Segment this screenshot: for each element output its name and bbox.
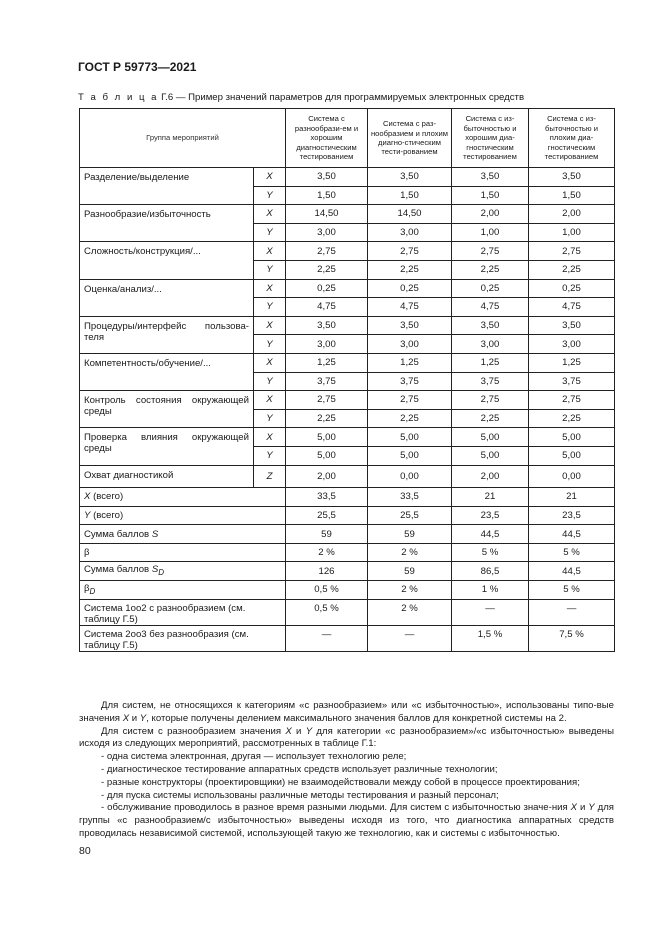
value-cell: 2,75	[286, 391, 368, 410]
summary-row	[80, 562, 615, 581]
value-cell: 44,5	[452, 525, 529, 544]
column-header: Система с разнообрази-ем и хорошим диагностическим тестированием	[286, 109, 368, 168]
value-cell: 5,00	[368, 428, 452, 447]
value-cell: 23,5	[529, 506, 615, 525]
symbol-s: S	[151, 564, 159, 576]
value-cell: 59	[286, 525, 368, 544]
value-cell: 44,5	[529, 525, 615, 544]
value-cell: 2,75	[286, 242, 368, 261]
axis-label: X	[254, 316, 286, 335]
value-cell: 3,00	[286, 335, 368, 354]
value-cell: 33,5	[368, 488, 452, 507]
group-name: Компетентность/обучение/...	[80, 353, 254, 390]
value-cell: 2,00	[286, 465, 368, 488]
value-cell: 3,50	[368, 316, 452, 335]
summary-label: Система 1оо2 с разнообразием (см. таблицу Г.5)	[80, 599, 286, 625]
value-cell: 3,00	[452, 335, 529, 354]
note-paragraph: Для систем с разнообразием значения X и Y для категории «с разнообразием»/«с избыточностью» выведены исходя из следующих мероприятий, рассмотренных в таблице Г.1:	[79, 725, 614, 750]
axis-label: X	[254, 279, 286, 298]
axis-label: X	[254, 205, 286, 224]
value-cell: 1,25	[452, 353, 529, 372]
table-row	[80, 353, 615, 372]
value-cell: 2,75	[368, 242, 452, 261]
value-cell: 25,5	[286, 506, 368, 525]
value-cell: —	[452, 599, 529, 625]
value-cell: 0,25	[452, 279, 529, 298]
value-cell: 5,00	[286, 446, 368, 465]
value-cell: 3,50	[452, 168, 529, 187]
axis-label: Y	[254, 409, 286, 428]
value-cell: 5,00	[529, 428, 615, 447]
axis-label: Y	[254, 335, 286, 354]
summary-label: Сумма баллов S	[80, 525, 286, 544]
value-cell: 1,25	[368, 353, 452, 372]
group-name: Охват диагностикой	[80, 465, 254, 488]
summary-label: $\beta_D$	[80, 581, 286, 600]
table-caption	[78, 92, 524, 103]
note-list-item: - разные конструкторы (проектировщики) не взаимодействовали между собой в процессе проектирования;	[101, 776, 580, 788]
value-cell: 0,25	[529, 279, 615, 298]
value-cell: 2,25	[368, 260, 452, 279]
value-cell: 3,75	[368, 372, 452, 391]
value-cell: 3,00	[286, 223, 368, 242]
column-header: Система с из-быточностью и хорошим диа-гностическим тестированием	[452, 109, 529, 168]
value-cell: 2 %	[368, 543, 452, 562]
value-cell: 7,5 %	[529, 625, 615, 651]
value-cell: 2,00	[529, 205, 615, 224]
value-cell: 2,25	[529, 409, 615, 428]
value-cell: 1,50	[286, 186, 368, 205]
value-cell: 5,00	[368, 446, 452, 465]
summary-label: X (всего)	[80, 488, 286, 507]
document-id: ГОСТ Р 59773—2021	[78, 60, 197, 74]
parameters-table	[79, 108, 615, 652]
group-name: Контроль состояния окружающей среды	[80, 391, 254, 428]
value-cell: 21	[452, 488, 529, 507]
value-cell: 2,00	[452, 465, 529, 488]
value-cell: 0,25	[286, 279, 368, 298]
value-cell: 4,75	[529, 298, 615, 317]
value-cell: 5,00	[529, 446, 615, 465]
note-axis-x: X	[570, 802, 578, 814]
value-cell: 2,75	[529, 242, 615, 261]
axis-symbol: Y	[84, 509, 91, 521]
value-cell: 3,50	[286, 168, 368, 187]
value-cell: 2,75	[368, 391, 452, 410]
value-cell: 0,5 %	[286, 599, 368, 625]
table-header-row	[80, 109, 615, 168]
value-cell: 5 %	[529, 543, 615, 562]
value-cell: 5,00	[452, 446, 529, 465]
table-row	[80, 316, 615, 335]
value-cell: 1,00	[529, 223, 615, 242]
value-cell: 2,25	[452, 260, 529, 279]
value-cell: 1,25	[529, 353, 615, 372]
value-cell: 0,00	[529, 465, 615, 488]
value-cell: 1,50	[368, 186, 452, 205]
column-header: Система с из-быточностью и плохим диа-гностическим тестированием	[529, 109, 615, 168]
value-cell: 3,00	[368, 335, 452, 354]
symbol-s: S	[151, 528, 159, 540]
value-cell: 0,25	[368, 279, 452, 298]
subscript-d: D	[89, 586, 96, 596]
value-cell: 3,50	[529, 168, 615, 187]
value-cell: 3,00	[368, 223, 452, 242]
value-cell: 3,50	[286, 316, 368, 335]
value-cell: 2,00	[452, 205, 529, 224]
value-cell: 5,00	[286, 428, 368, 447]
value-cell: 59	[368, 525, 452, 544]
note-axis-y: Y	[305, 725, 313, 737]
group-name: Процедуры/интерфейс пользова-теля	[80, 316, 254, 353]
value-cell: 2,75	[452, 242, 529, 261]
value-cell: 21	[529, 488, 615, 507]
value-cell: 3,75	[286, 372, 368, 391]
axis-label: Y	[254, 186, 286, 205]
value-cell: 2,25	[452, 409, 529, 428]
value-cell: 2,75	[529, 391, 615, 410]
value-cell: 59	[368, 562, 452, 581]
axis-label: Y	[254, 446, 286, 465]
value-cell: 44,5	[529, 562, 615, 581]
group-name: Разнообразие/избыточность	[80, 205, 254, 242]
value-cell: 5 %	[529, 581, 615, 600]
summary-label: β	[80, 543, 286, 562]
group-name: Разделение/выделение	[80, 168, 254, 205]
table-row	[80, 242, 615, 261]
note-axis-x: X	[122, 712, 130, 724]
group-name: Оценка/анализ/...	[80, 279, 254, 316]
summary-row	[80, 581, 615, 600]
summary-row	[80, 506, 615, 525]
axis-label: Y	[254, 372, 286, 391]
value-cell: 1,50	[529, 186, 615, 205]
table-row	[80, 428, 615, 447]
summary-label: Y (всего)	[80, 506, 286, 525]
axis-label: X	[254, 428, 286, 447]
value-cell: 3,75	[452, 372, 529, 391]
notes	[79, 700, 614, 841]
value-cell: 3,00	[529, 335, 615, 354]
table-row	[80, 168, 615, 187]
group-header: Группа мероприятий	[80, 109, 286, 168]
summary-label: Система 2оо3 без разнообразия (см. таблицу Г.5)	[80, 625, 286, 651]
value-cell: 86,5	[452, 562, 529, 581]
table-row	[80, 205, 615, 224]
value-cell: 4,75	[368, 298, 452, 317]
value-cell: 0,00	[368, 465, 452, 488]
value-cell: 126	[286, 562, 368, 581]
note-paragraph: Для систем, не относящихся к категориям «с разнообразием» или «с избыточностью», использованы типо-вые значения X и Y, которые получены делением максимального значения баллов для конкретной системы на 2.	[79, 700, 614, 724]
value-cell: 2 %	[368, 581, 452, 600]
value-cell: 2,25	[529, 260, 615, 279]
group-name: Сложность/конструкция/...	[80, 242, 254, 279]
table-row	[80, 391, 615, 410]
value-cell: 2,25	[286, 260, 368, 279]
note-axis-x: X	[285, 725, 292, 737]
group-name: Проверка влияния окружающей среды	[80, 428, 254, 465]
summary-row	[80, 599, 615, 625]
note-axis-y: Y	[588, 802, 595, 814]
summary-row	[80, 625, 615, 651]
value-cell: 2 %	[286, 543, 368, 562]
axis-label: X	[254, 168, 286, 187]
value-cell: —	[368, 625, 452, 651]
value-cell: 33,5	[286, 488, 368, 507]
page-number: 80	[79, 845, 91, 857]
table-row	[80, 465, 615, 488]
note-list-item: - обслуживание проводилось в разное время разными людьми. Для систем с избыточностью значе-ния X и Y для группы «с разнообразием/с избыточностью» выведены исходя из того, что диагностика аппаратных средств проводилась независимой системой, использующей такую же технологию, как и системы с избыточностью.	[79, 802, 614, 839]
value-cell: 1,25	[286, 353, 368, 372]
value-cell: 3,50	[529, 316, 615, 335]
note-list-item: - одна система электронная, другая — использует технологию реле;	[101, 751, 407, 763]
value-cell: 3,75	[529, 372, 615, 391]
axis-label: Y	[254, 223, 286, 242]
value-cell: 2 %	[368, 599, 452, 625]
caption-text: Г.6 — Пример значений параметров для программируемых электронных средств	[161, 92, 525, 103]
value-cell: 3,50	[368, 168, 452, 187]
axis-label: Y	[254, 298, 286, 317]
note-axis-y: Y	[139, 712, 147, 724]
column-header: Система с раз-нообразием и плохим диагно-стическим тести-рованием	[368, 109, 452, 168]
summary-row	[80, 488, 615, 507]
value-cell: 5,00	[452, 428, 529, 447]
value-cell: 1,00	[452, 223, 529, 242]
subscript-d: D	[158, 568, 165, 578]
note-list-item: - диагностическое тестирование аппаратных средств использует различные технологии;	[101, 763, 498, 775]
value-cell: 3,50	[452, 316, 529, 335]
value-cell: 5 %	[452, 543, 529, 562]
axis-label: X	[254, 391, 286, 410]
value-cell: 2,75	[452, 391, 529, 410]
value-cell: 0,5 %	[286, 581, 368, 600]
axis-symbol: X	[84, 491, 91, 503]
axis-label: Y	[254, 260, 286, 279]
value-cell: 25,5	[368, 506, 452, 525]
summary-label: Сумма баллов $S_D$	[80, 562, 286, 581]
axis-label: X	[254, 242, 286, 261]
value-cell: —	[286, 625, 368, 651]
caption-label: Т а б л и ц а	[78, 92, 159, 103]
value-cell: 1,50	[452, 186, 529, 205]
value-cell: 4,75	[452, 298, 529, 317]
value-cell: 23,5	[452, 506, 529, 525]
summary-row	[80, 543, 615, 562]
value-cell: 4,75	[286, 298, 368, 317]
value-cell: 14,50	[368, 205, 452, 224]
note-list-item: - для пуска системы использованы различные методы тестирования и разный персонал;	[101, 789, 499, 801]
value-cell: 2,25	[286, 409, 368, 428]
value-cell: 2,25	[368, 409, 452, 428]
axis-label: Z	[254, 465, 286, 488]
value-cell: 1,5 %	[452, 625, 529, 651]
table-row	[80, 279, 615, 298]
summary-row	[80, 525, 615, 544]
value-cell: 1 %	[452, 581, 529, 600]
value-cell: 14,50	[286, 205, 368, 224]
axis-label: X	[254, 353, 286, 372]
value-cell: —	[529, 599, 615, 625]
